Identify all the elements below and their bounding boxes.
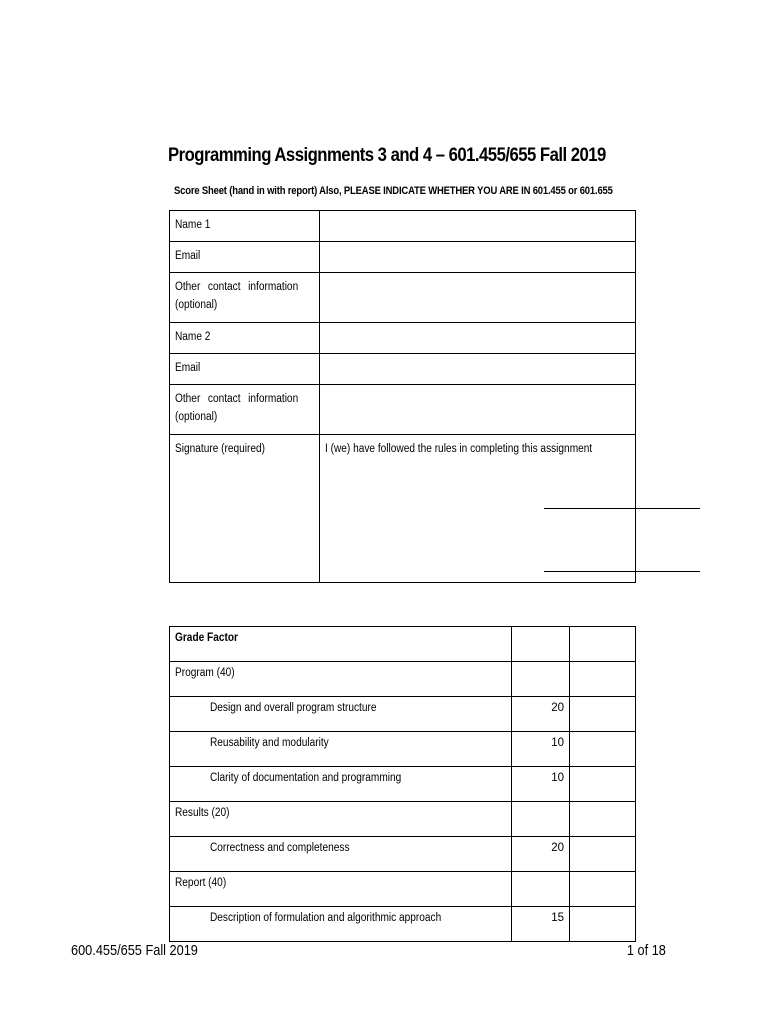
signature-cell xyxy=(320,435,636,583)
page-title: Programming Assignments 3 and 4 – 601.455/655 Fall 2019 xyxy=(168,145,606,166)
points-cell xyxy=(512,662,570,697)
table-header-row xyxy=(170,627,636,662)
points-cell: 20 xyxy=(512,697,570,732)
row-label-cell xyxy=(170,323,320,354)
factor-cell xyxy=(170,802,512,837)
table-row xyxy=(170,907,636,942)
grade-factor-table xyxy=(169,626,636,942)
name1-field[interactable] xyxy=(320,211,636,242)
factor-label: Description of formulation and algorithmic approach xyxy=(210,912,442,924)
factor-cell xyxy=(170,662,512,697)
points-cell: 15 xyxy=(512,907,570,942)
points-cell xyxy=(512,802,570,837)
footer-page-number: 1 of 18 xyxy=(627,942,666,959)
table-row xyxy=(170,767,636,802)
points-cell: 10 xyxy=(512,732,570,767)
score-cell[interactable] xyxy=(570,767,636,802)
score-cell[interactable] xyxy=(570,662,636,697)
contact-info-table xyxy=(169,210,636,583)
factor-cell xyxy=(170,697,512,732)
factor-label: Report (40) xyxy=(175,877,227,889)
other-contact1-field[interactable] xyxy=(320,273,636,323)
factor-cell xyxy=(170,732,512,767)
factor-cell xyxy=(170,907,512,942)
table-row xyxy=(170,732,636,767)
table-row xyxy=(170,211,636,242)
table-row xyxy=(170,323,636,354)
factor-cell xyxy=(170,767,512,802)
signature-label: Signature (required) xyxy=(175,443,266,455)
points-cell: 10 xyxy=(512,767,570,802)
row-label-cell xyxy=(170,354,320,385)
row-label-cell xyxy=(170,273,320,323)
points-cell: 20 xyxy=(512,837,570,872)
factor-cell xyxy=(170,837,512,872)
factor-label: Correctness and completeness xyxy=(210,842,350,854)
score-cell[interactable] xyxy=(570,732,636,767)
name1-label: Name 1 xyxy=(175,219,211,231)
email1-field[interactable] xyxy=(320,242,636,273)
table-row xyxy=(170,697,636,732)
row-label-cell xyxy=(170,242,320,273)
signature-line-2[interactable] xyxy=(544,571,700,572)
other-contact2-field[interactable] xyxy=(320,385,636,435)
score-header-cell xyxy=(570,627,636,662)
table-row xyxy=(170,837,636,872)
factor-cell xyxy=(170,872,512,907)
other-contact1-label: Other contact information (optional) xyxy=(175,281,299,311)
score-cell[interactable] xyxy=(570,872,636,907)
page-subtitle: Score Sheet (hand in with report) Also, PLEASE INDICATE WHETHER YOU ARE IN 601.455 or 601.655 xyxy=(174,185,613,197)
table-row xyxy=(170,662,636,697)
factor-label: Program (40) xyxy=(175,667,235,679)
factor-label: Clarity of documentation and programming xyxy=(210,772,402,784)
row-label-cell xyxy=(170,385,320,435)
points-header-cell xyxy=(512,627,570,662)
footer-course: 600.455/655 Fall 2019 xyxy=(71,942,198,959)
table-row xyxy=(170,385,636,435)
score-cell[interactable] xyxy=(570,802,636,837)
table-row xyxy=(170,354,636,385)
name2-field[interactable] xyxy=(320,323,636,354)
row-label-cell xyxy=(170,211,320,242)
table-row xyxy=(170,802,636,837)
signature-line-1[interactable] xyxy=(544,508,700,509)
table-row xyxy=(170,273,636,323)
grade-factor-header: Grade Factor xyxy=(175,632,238,644)
factor-label: Results (20) xyxy=(175,807,230,819)
factor-label: Reusability and modularity xyxy=(210,737,329,749)
table-row xyxy=(170,872,636,907)
table-row xyxy=(170,435,636,583)
email1-label: Email xyxy=(175,250,201,262)
score-cell[interactable] xyxy=(570,697,636,732)
factor-label: Design and overall program structure xyxy=(210,702,377,714)
points-cell xyxy=(512,872,570,907)
name2-label: Name 2 xyxy=(175,331,211,343)
score-cell[interactable] xyxy=(570,907,636,942)
row-label-cell xyxy=(170,435,320,583)
email2-field[interactable] xyxy=(320,354,636,385)
email2-label: Email xyxy=(175,362,201,374)
header-cell xyxy=(170,627,512,662)
signature-statement: I (we) have followed the rules in completing this assignment xyxy=(325,443,593,455)
score-cell[interactable] xyxy=(570,837,636,872)
other-contact2-label: Other contact information (optional) xyxy=(175,393,299,423)
table-row xyxy=(170,242,636,273)
